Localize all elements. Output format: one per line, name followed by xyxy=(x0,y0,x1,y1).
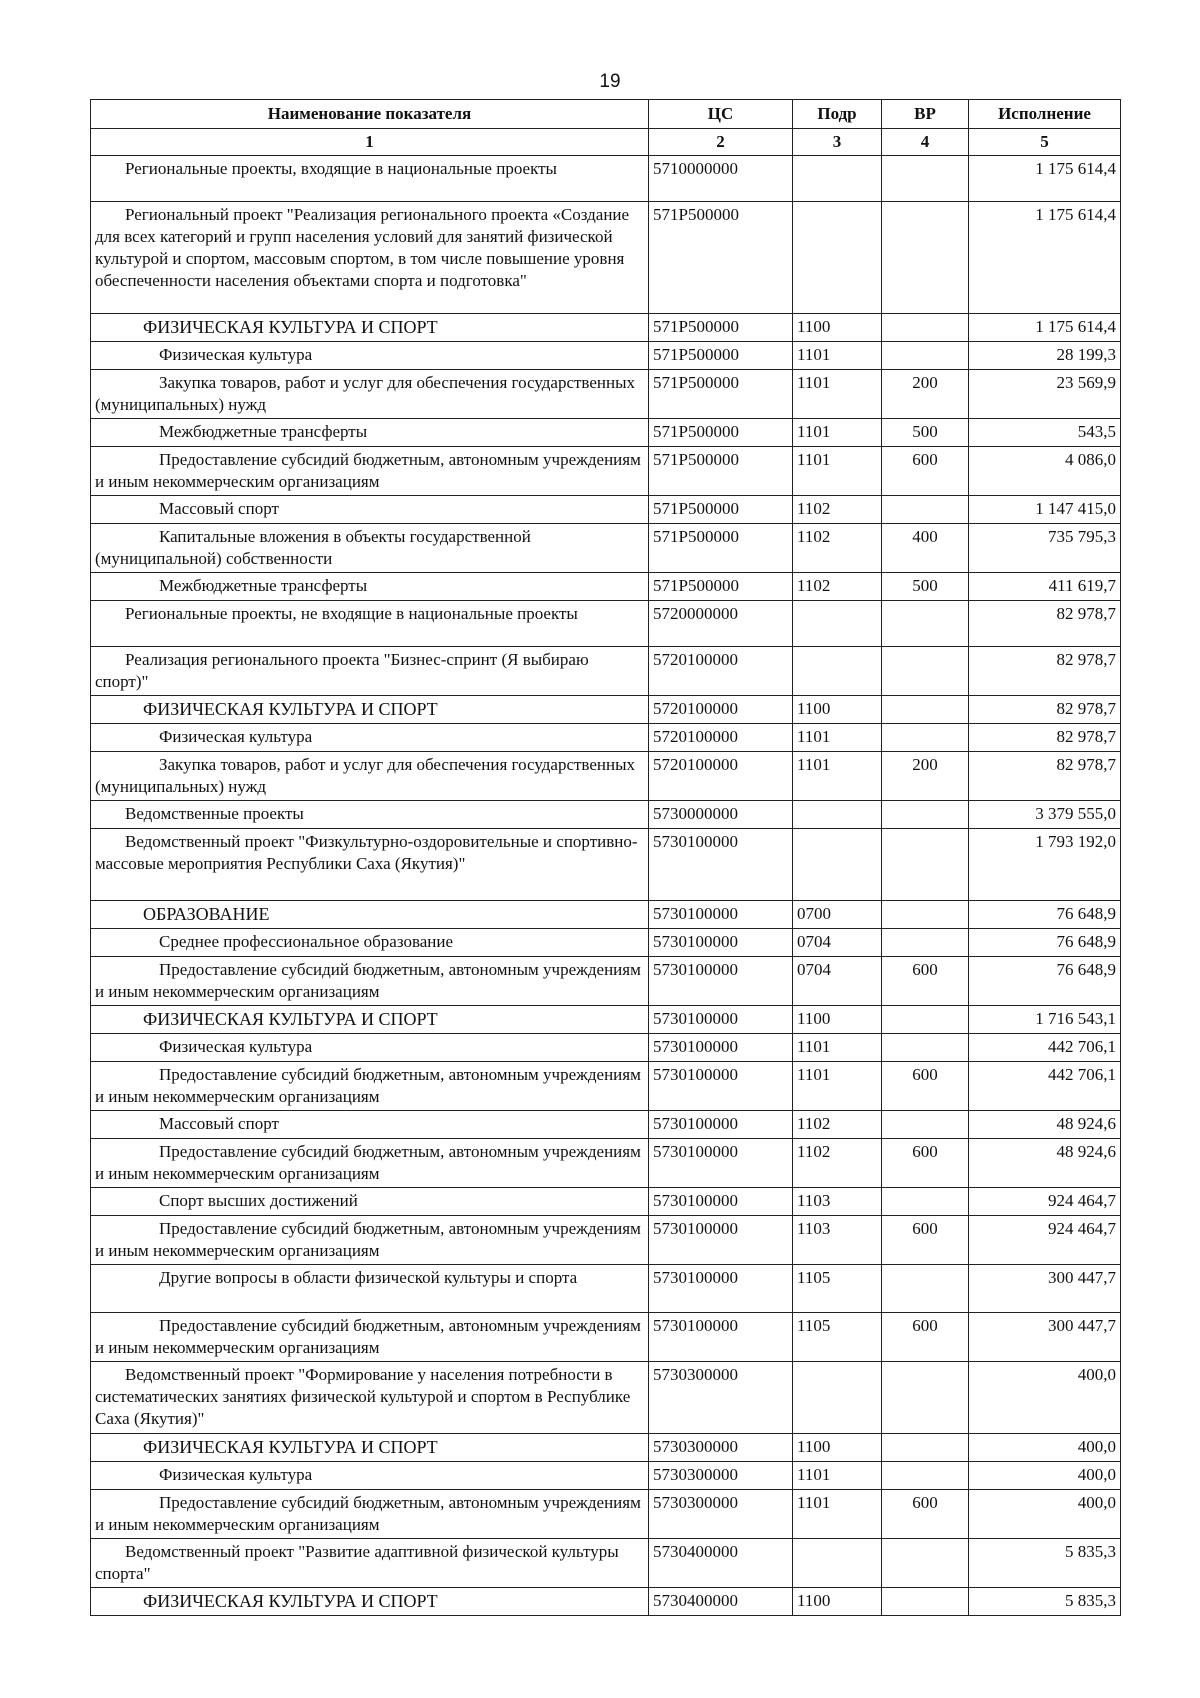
row-vr-code: 600 xyxy=(882,447,969,496)
row-cs-code: 5730000000 xyxy=(649,801,793,829)
row-cs-code: 5720100000 xyxy=(649,724,793,752)
row-vr-code xyxy=(882,829,969,901)
row-podr-code xyxy=(793,202,882,314)
row-amount: 300 447,7 xyxy=(969,1313,1121,1362)
table-row xyxy=(91,156,1121,202)
row-name: ФИЗИЧЕСКАЯ КУЛЬТУРА И СПОРТ xyxy=(91,1588,649,1616)
row-name: ФИЗИЧЕСКАЯ КУЛЬТУРА И СПОРТ xyxy=(91,696,649,724)
row-amount: 924 464,7 xyxy=(969,1216,1121,1265)
row-name: Массовый спорт xyxy=(91,496,649,524)
row-podr-code xyxy=(793,647,882,696)
row-vr-code: 600 xyxy=(882,1062,969,1111)
row-podr-code xyxy=(793,156,882,202)
row-name: Межбюджетные трансферты xyxy=(91,573,649,601)
row-podr-code: 1100 xyxy=(793,1006,882,1034)
row-vr-code xyxy=(882,901,969,929)
row-cs-code: 5730100000 xyxy=(649,1006,793,1034)
row-cs-code: 571P500000 xyxy=(649,314,793,342)
row-vr-code xyxy=(882,1588,969,1616)
row-cs-code: 5730300000 xyxy=(649,1362,793,1434)
row-vr-code xyxy=(882,601,969,647)
row-amount: 400,0 xyxy=(969,1462,1121,1490)
table-row xyxy=(91,1216,1121,1265)
row-podr-code xyxy=(793,801,882,829)
row-vr-code: 600 xyxy=(882,1216,969,1265)
row-vr-code xyxy=(882,202,969,314)
header-cs: ЦС xyxy=(649,100,793,129)
page-number: 19 xyxy=(599,71,621,92)
row-cs-code: 5720100000 xyxy=(649,647,793,696)
table-row xyxy=(91,929,1121,957)
row-cs-code: 571P500000 xyxy=(649,496,793,524)
table-row xyxy=(91,202,1121,314)
row-amount: 48 924,6 xyxy=(969,1139,1121,1188)
table-row xyxy=(91,801,1121,829)
row-amount: 411 619,7 xyxy=(969,573,1121,601)
table-row xyxy=(91,1139,1121,1188)
row-cs-code: 5730400000 xyxy=(649,1539,793,1588)
row-name: Физическая культура xyxy=(91,1034,649,1062)
row-podr-code: 1100 xyxy=(793,314,882,342)
row-name: Ведомственный проект "Формирование у населения потребности в систематических занятиях физической культурой и спортом в Республике Саха (Якутия)" xyxy=(91,1362,649,1434)
table-row xyxy=(91,1539,1121,1588)
row-cs-code: 5730100000 xyxy=(649,1034,793,1062)
table-row xyxy=(91,314,1121,342)
row-cs-code: 5730100000 xyxy=(649,957,793,1006)
table-row xyxy=(91,1006,1121,1034)
table-row xyxy=(91,901,1121,929)
row-name: ФИЗИЧЕСКАЯ КУЛЬТУРА И СПОРТ xyxy=(91,1434,649,1462)
row-amount: 48 924,6 xyxy=(969,1111,1121,1139)
table-row xyxy=(91,1062,1121,1111)
header-podr: Подр xyxy=(793,100,882,129)
row-name: Предоставление субсидий бюджетным, автономным учреждениям и иным некоммерческим организациям xyxy=(91,1490,649,1539)
row-amount: 1 175 614,4 xyxy=(969,156,1121,202)
row-amount: 1 716 543,1 xyxy=(969,1006,1121,1034)
row-podr-code: 0704 xyxy=(793,957,882,1006)
row-name: Физическая культура xyxy=(91,1462,649,1490)
header-vr: ВР xyxy=(882,100,969,129)
row-amount: 5 835,3 xyxy=(969,1588,1121,1616)
row-name: Региональные проекты, входящие в национальные проекты xyxy=(91,156,649,202)
row-amount: 442 706,1 xyxy=(969,1034,1121,1062)
row-vr-code xyxy=(882,724,969,752)
row-name: Предоставление субсидий бюджетным, автономным учреждениям и иным некоммерческим организациям xyxy=(91,447,649,496)
row-amount: 76 648,9 xyxy=(969,957,1121,1006)
row-amount: 76 648,9 xyxy=(969,929,1121,957)
row-cs-code: 5730100000 xyxy=(649,1265,793,1313)
row-podr-code: 1105 xyxy=(793,1313,882,1362)
row-name: Региональные проекты, не входящие в национальные проекты xyxy=(91,601,649,647)
table-body xyxy=(91,156,1121,1616)
row-amount: 4 086,0 xyxy=(969,447,1121,496)
table-row xyxy=(91,419,1121,447)
column-number: 3 xyxy=(793,129,882,156)
table-row xyxy=(91,524,1121,573)
row-cs-code: 5730100000 xyxy=(649,1139,793,1188)
row-vr-code xyxy=(882,1034,969,1062)
row-cs-code: 571P500000 xyxy=(649,573,793,601)
row-podr-code: 1100 xyxy=(793,1588,882,1616)
table-row xyxy=(91,1034,1121,1062)
table-row xyxy=(91,1313,1121,1362)
row-amount: 28 199,3 xyxy=(969,342,1121,370)
table-row xyxy=(91,1362,1121,1434)
row-vr-code: 200 xyxy=(882,370,969,419)
row-cs-code: 5730300000 xyxy=(649,1462,793,1490)
row-amount: 735 795,3 xyxy=(969,524,1121,573)
row-vr-code xyxy=(882,1111,969,1139)
row-podr-code: 1102 xyxy=(793,573,882,601)
table-header-row xyxy=(91,100,1121,129)
column-number: 1 xyxy=(91,129,649,156)
row-name: ФИЗИЧЕСКАЯ КУЛЬТУРА И СПОРТ xyxy=(91,1006,649,1034)
row-podr-code: 1101 xyxy=(793,447,882,496)
table-row xyxy=(91,1434,1121,1462)
row-podr-code: 1101 xyxy=(793,724,882,752)
row-cs-code: 5730100000 xyxy=(649,929,793,957)
row-podr-code: 1101 xyxy=(793,1490,882,1539)
row-name: Предоставление субсидий бюджетным, автономным учреждениям и иным некоммерческим организациям xyxy=(91,1139,649,1188)
column-number-row xyxy=(91,129,1121,156)
row-podr-code: 1101 xyxy=(793,1062,882,1111)
row-name: Капитальные вложения в объекты государственной (муниципальной) собственности xyxy=(91,524,649,573)
row-podr-code xyxy=(793,601,882,647)
row-podr-code: 1102 xyxy=(793,524,882,573)
row-amount: 23 569,9 xyxy=(969,370,1121,419)
row-amount: 82 978,7 xyxy=(969,724,1121,752)
table-row xyxy=(91,752,1121,801)
row-podr-code: 1102 xyxy=(793,496,882,524)
row-name: Региональный проект "Реализация регионального проекта «Создание для всех категорий и групп населения условий для занятий физической культурой и спортом, массовым спортом, в том числе повышение уровня обеспеченности населения объектами спорта и подготовка" xyxy=(91,202,649,314)
row-amount: 1 147 415,0 xyxy=(969,496,1121,524)
row-cs-code: 5720100000 xyxy=(649,696,793,724)
table-row xyxy=(91,1265,1121,1313)
row-vr-code: 600 xyxy=(882,1490,969,1539)
table-row xyxy=(91,370,1121,419)
row-vr-code xyxy=(882,342,969,370)
budget-table xyxy=(90,99,1121,1616)
row-vr-code xyxy=(882,314,969,342)
row-name: Физическая культура xyxy=(91,724,649,752)
row-cs-code: 5730100000 xyxy=(649,1216,793,1265)
row-podr-code: 1101 xyxy=(793,419,882,447)
row-podr-code: 1101 xyxy=(793,752,882,801)
row-name: Закупка товаров, работ и услуг для обеспечения государственных (муниципальных) нужд xyxy=(91,752,649,801)
row-podr-code xyxy=(793,1539,882,1588)
header-amount: Исполнение xyxy=(969,100,1121,129)
row-amount: 3 379 555,0 xyxy=(969,801,1121,829)
row-vr-code xyxy=(882,496,969,524)
row-podr-code: 1101 xyxy=(793,370,882,419)
row-podr-code: 1105 xyxy=(793,1265,882,1313)
row-vr-code: 600 xyxy=(882,1139,969,1188)
row-amount: 543,5 xyxy=(969,419,1121,447)
row-amount: 1 793 192,0 xyxy=(969,829,1121,901)
row-cs-code: 5710000000 xyxy=(649,156,793,202)
row-amount: 1 175 614,4 xyxy=(969,314,1121,342)
table-row xyxy=(91,1588,1121,1616)
row-amount: 1 175 614,4 xyxy=(969,202,1121,314)
row-name: Межбюджетные трансферты xyxy=(91,419,649,447)
row-name: Закупка товаров, работ и услуг для обеспечения государственных (муниципальных) нужд xyxy=(91,370,649,419)
row-cs-code: 5730300000 xyxy=(649,1434,793,1462)
row-podr-code: 0700 xyxy=(793,901,882,929)
row-cs-code: 5730100000 xyxy=(649,1188,793,1216)
row-name: Реализация регионального проекта "Бизнес-спринт (Я выбираю спорт)" xyxy=(91,647,649,696)
row-name: Массовый спорт xyxy=(91,1111,649,1139)
row-vr-code xyxy=(882,1188,969,1216)
row-cs-code: 571P500000 xyxy=(649,370,793,419)
row-cs-code: 571P500000 xyxy=(649,524,793,573)
row-cs-code: 5720000000 xyxy=(649,601,793,647)
table-row xyxy=(91,829,1121,901)
row-name: Ведомственный проект "Развитие адаптивной физической культуры спорта" xyxy=(91,1539,649,1588)
row-podr-code: 1100 xyxy=(793,696,882,724)
row-amount: 82 978,7 xyxy=(969,647,1121,696)
row-vr-code: 400 xyxy=(882,524,969,573)
row-cs-code: 5730100000 xyxy=(649,829,793,901)
row-vr-code: 200 xyxy=(882,752,969,801)
row-name: Физическая культура xyxy=(91,342,649,370)
row-vr-code: 600 xyxy=(882,1313,969,1362)
row-cs-code: 5730100000 xyxy=(649,1062,793,1111)
row-podr-code: 0704 xyxy=(793,929,882,957)
row-cs-code: 5720100000 xyxy=(649,752,793,801)
row-cs-code: 571P500000 xyxy=(649,447,793,496)
row-vr-code: 500 xyxy=(882,419,969,447)
row-name: Ведомственный проект "Физкультурно-оздоровительные и спортивно-массовые мероприятия Республики Саха (Якутия)" xyxy=(91,829,649,901)
row-cs-code: 5730100000 xyxy=(649,901,793,929)
row-cs-code: 571P500000 xyxy=(649,202,793,314)
column-number: 2 xyxy=(649,129,793,156)
row-name: Предоставление субсидий бюджетным, автономным учреждениям и иным некоммерческим организациям xyxy=(91,1216,649,1265)
row-amount: 400,0 xyxy=(969,1490,1121,1539)
row-podr-code xyxy=(793,829,882,901)
column-number: 5 xyxy=(969,129,1121,156)
table-row xyxy=(91,496,1121,524)
row-amount: 5 835,3 xyxy=(969,1539,1121,1588)
row-amount: 300 447,7 xyxy=(969,1265,1121,1313)
table-row xyxy=(91,1111,1121,1139)
row-vr-code xyxy=(882,1006,969,1034)
row-vr-code xyxy=(882,1462,969,1490)
row-cs-code: 5730400000 xyxy=(649,1588,793,1616)
row-name: Предоставление субсидий бюджетным, автономным учреждениям и иным некоммерческим организациям xyxy=(91,1313,649,1362)
row-name: Среднее профессиональное образование xyxy=(91,929,649,957)
row-podr-code: 1101 xyxy=(793,342,882,370)
row-cs-code: 571P500000 xyxy=(649,419,793,447)
row-podr-code: 1103 xyxy=(793,1188,882,1216)
row-name: Предоставление субсидий бюджетным, автономным учреждениям и иным некоммерческим организациям xyxy=(91,957,649,1006)
column-number: 4 xyxy=(882,129,969,156)
row-cs-code: 5730300000 xyxy=(649,1490,793,1539)
row-vr-code xyxy=(882,1434,969,1462)
table-row xyxy=(91,1462,1121,1490)
row-vr-code xyxy=(882,1539,969,1588)
table-row xyxy=(91,647,1121,696)
row-amount: 82 978,7 xyxy=(969,752,1121,801)
row-vr-code xyxy=(882,696,969,724)
row-podr-code: 1102 xyxy=(793,1139,882,1188)
table-row xyxy=(91,573,1121,601)
header-name: Наименование показателя xyxy=(91,100,649,129)
row-amount: 400,0 xyxy=(969,1362,1121,1434)
row-vr-code: 600 xyxy=(882,957,969,1006)
row-name: Ведомственные проекты xyxy=(91,801,649,829)
table-row xyxy=(91,342,1121,370)
row-amount: 76 648,9 xyxy=(969,901,1121,929)
row-amount: 924 464,7 xyxy=(969,1188,1121,1216)
row-vr-code: 500 xyxy=(882,573,969,601)
row-vr-code xyxy=(882,156,969,202)
row-name: Другие вопросы в области физической культуры и спорта xyxy=(91,1265,649,1313)
row-amount: 442 706,1 xyxy=(969,1062,1121,1111)
row-amount: 82 978,7 xyxy=(969,601,1121,647)
row-vr-code xyxy=(882,647,969,696)
table-row xyxy=(91,957,1121,1006)
row-podr-code: 1102 xyxy=(793,1111,882,1139)
row-podr-code: 1101 xyxy=(793,1462,882,1490)
row-podr-code: 1101 xyxy=(793,1034,882,1062)
row-cs-code: 5730100000 xyxy=(649,1111,793,1139)
row-amount: 400,0 xyxy=(969,1434,1121,1462)
row-vr-code xyxy=(882,1265,969,1313)
row-vr-code xyxy=(882,1362,969,1434)
row-name: Спорт высших достижений xyxy=(91,1188,649,1216)
row-amount: 82 978,7 xyxy=(969,696,1121,724)
row-name: ОБРАЗОВАНИЕ xyxy=(91,901,649,929)
row-name: Предоставление субсидий бюджетным, автономным учреждениям и иным некоммерческим организациям xyxy=(91,1062,649,1111)
row-podr-code xyxy=(793,1362,882,1434)
table-row xyxy=(91,1490,1121,1539)
row-vr-code xyxy=(882,929,969,957)
row-name: ФИЗИЧЕСКАЯ КУЛЬТУРА И СПОРТ xyxy=(91,314,649,342)
table-row xyxy=(91,724,1121,752)
row-vr-code xyxy=(882,801,969,829)
row-cs-code: 571P500000 xyxy=(649,342,793,370)
row-podr-code: 1103 xyxy=(793,1216,882,1265)
table-row xyxy=(91,447,1121,496)
table-row xyxy=(91,1188,1121,1216)
row-cs-code: 5730100000 xyxy=(649,1313,793,1362)
table-row xyxy=(91,601,1121,647)
row-podr-code: 1100 xyxy=(793,1434,882,1462)
table-row xyxy=(91,696,1121,724)
